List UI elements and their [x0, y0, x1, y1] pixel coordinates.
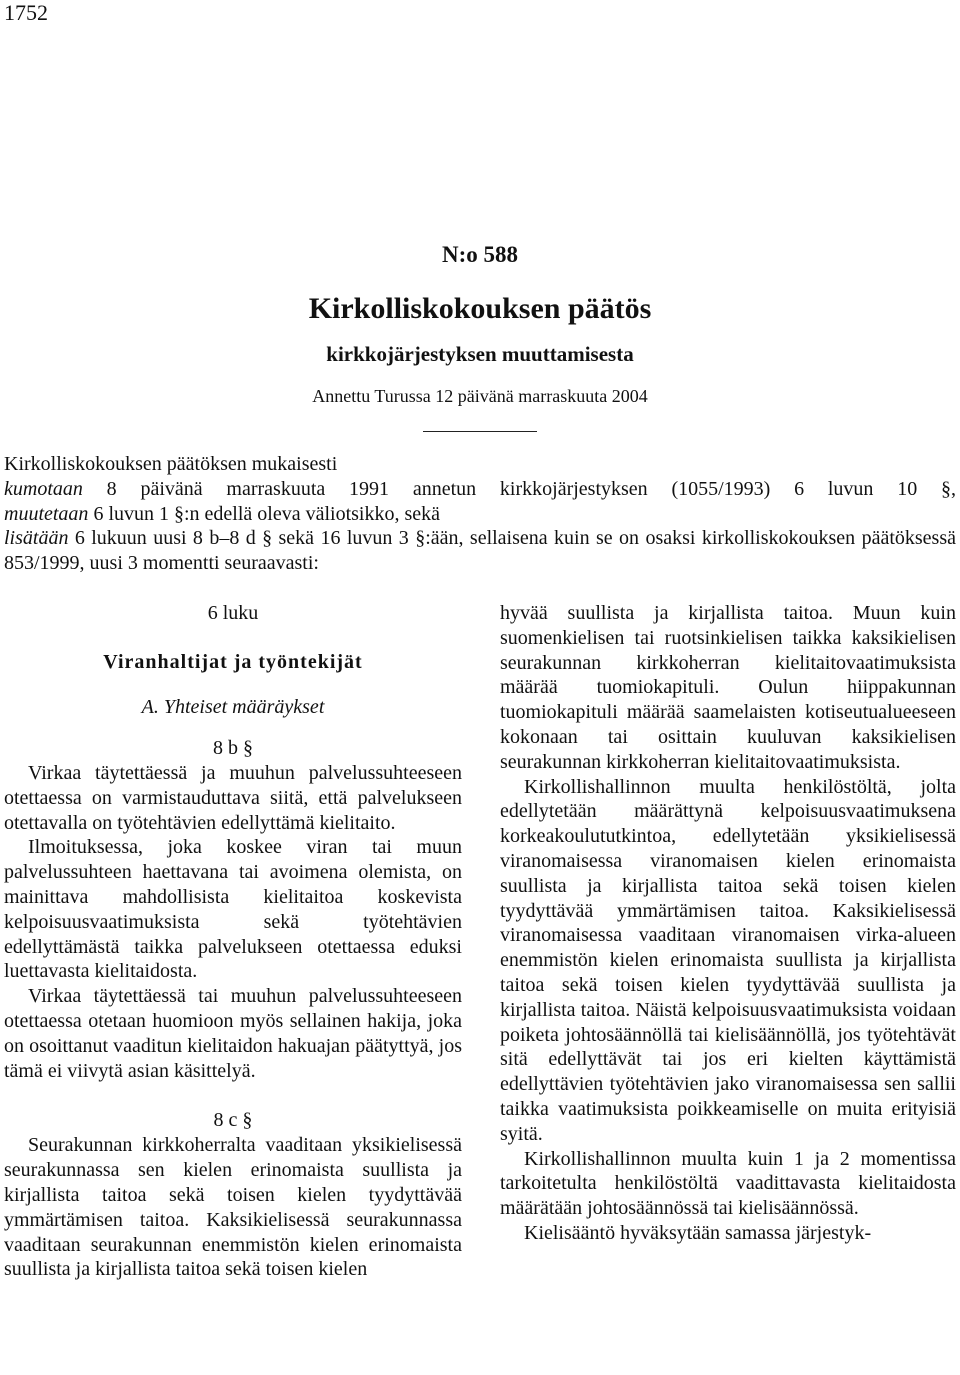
- division-title: A. Yhteiset määräykset: [141, 696, 325, 718]
- section-8c-heading: 8 c §: [213, 1109, 253, 1132]
- amend-keyword: muutetaan: [4, 502, 89, 525]
- add-clause: [4, 526, 956, 576]
- law-number: N:o 588: [441, 242, 519, 267]
- given-date-line: Annettu Turussa 12 päivänä marraskuuta 2004: [312, 386, 648, 406]
- preamble-line: Kirkolliskokouksen päätöksen mukaisesti: [4, 453, 338, 475]
- paragraph: Seurakunnan kirkkoherralta vaaditaan yksikielisessä seurakunnassa sen kielen erinomaista suullista ja kirjallista taitoa sekä toisen kielen tyydyttävää ymmärtämisen taitoa. Kaksikielisessä seurakunnassa vaaditaan seurakunnan enemmistön kielen erinomaista suullista ja kirjallista taitoa sekä toisen kielen: [4, 1134, 462, 1281]
- right-column: [500, 601, 956, 1246]
- paragraph: Virkaa täytettäessä tai muuhun palvelussuhteeseen otettaessa otetaan huomioon myös sellainen hakija, joka on osoittanut vaaditun kielitaidon hakuajan päätyttyä, jos tämä ei viivytä asian käsittelyä.: [4, 985, 462, 1082]
- chapter-number: 6 luku: [207, 602, 259, 624]
- separator-rule: [423, 431, 537, 432]
- preamble: [4, 452, 956, 576]
- add-text: 6 lukuun uusi 8 b–8 d § sekä 16 luvun 3 §:ään, sellaisena kuin se on osaksi kirkolliskokouksen päätöksessä 853/1999, uusi 3 momentti seuraavasti:: [4, 527, 956, 575]
- paragraph: Kirkollishallinnon muulta kuin 1 ja 2 momentissa tarkoitetulta henkilöstöltä vaadittavasta kielitaidosta määrätään johtosäännössä tai kielisäännössä.: [500, 1147, 956, 1220]
- add-keyword: lisätään: [4, 527, 69, 550]
- amend-text: 6 luvun 1 §:n edellä oleva väliotsikko, sekä: [88, 502, 441, 525]
- section-8b-heading: 8 b §: [213, 737, 253, 759]
- paragraph: Kielisääntö hyväksytään samassa järjestyk-: [524, 1221, 872, 1244]
- amend-clause: [4, 502, 956, 527]
- repeal-text: 8 päivänä marraskuuta 1991 annetun kirkkojärjestyksen (1055/1993) 6 luvun 10 §,: [82, 477, 956, 500]
- paragraph: Kirkollishallinnon muulta henkilöstöltä, jolta edellytetään määrättynä kelpoisuusvaatimuksena korkeakoulututkintoa, edellytetään yksikielisessä viranomaisessa viranomaisen kielen erinomaista suullista ja kirjallista taitoa sekä toisen kielen tyydyttävää ymmärtämisen taitoa. Kaksikielisessä viranomaisessa vaaditaan viranomaisen virka-alueen enemmistön kielen erinomaista suullista ja kirjallista taitoa sekä toisen kielen tyydyttävää suullista ja kirjallista taitoa. Näistä kelpoisuusvaatimuksista voidaan poiketa johtosäännöllä tai kielisäännöllä, jos työtehtävät sitä edellyttävät tai jos eri kielten käyttämistä edellyttävien työtehtävien jako viranomaisessa sen sallii taikka vaatimuksista poikkeamiselle on muita erityisiä syitä.: [500, 775, 956, 1145]
- document-subtitle: kirkkojärjestyksen muuttamisesta: [326, 342, 634, 366]
- page-number: 1752: [4, 0, 48, 25]
- paragraph: Virkaa täytettäessä ja muuhun palvelussuhteeseen otettaessa on varmistauduttava siitä, että palvelukseen otettavalla on työtehtävien edellyttämä kielitaito.: [4, 762, 462, 834]
- repeal-clause: [4, 477, 956, 502]
- paragraph: hyvää suullista ja kirjallista taitoa. Muun kuin suomenkielisen tai ruotsinkielisen taikka kaksikielisen seurakunnan kirkkoherran kielitaitovaatimuksista määrää tuomiokapituli. Oulun hiippakunnan tuomiokapituli määrää saamelaisten kotiseutualueeseen kokonaan tai osittain kuuluvan kaksikielisen seurakunnan kirkkoherran kielitaitovaatimuksista.: [500, 602, 956, 773]
- left-column: [4, 601, 462, 1282]
- repeal-keyword: kumotaan: [4, 477, 83, 500]
- paragraph: Ilmoituksessa, joka koskee viran tai muun palvelussuhteen haettavana tai avoimena olemista, on mainittava mahdollisista kielitaitoa koskevista kelpoisuusvaatimuksista sekä työtehtävien edellyttämästä taikka palvelukseen otettaessa eduksi luettavasta kielitaidosta.: [4, 836, 462, 983]
- chapter-title: Viranhaltijat ja työntekijät: [103, 651, 363, 673]
- document-title: Kirkolliskokouksen päätös: [308, 292, 652, 325]
